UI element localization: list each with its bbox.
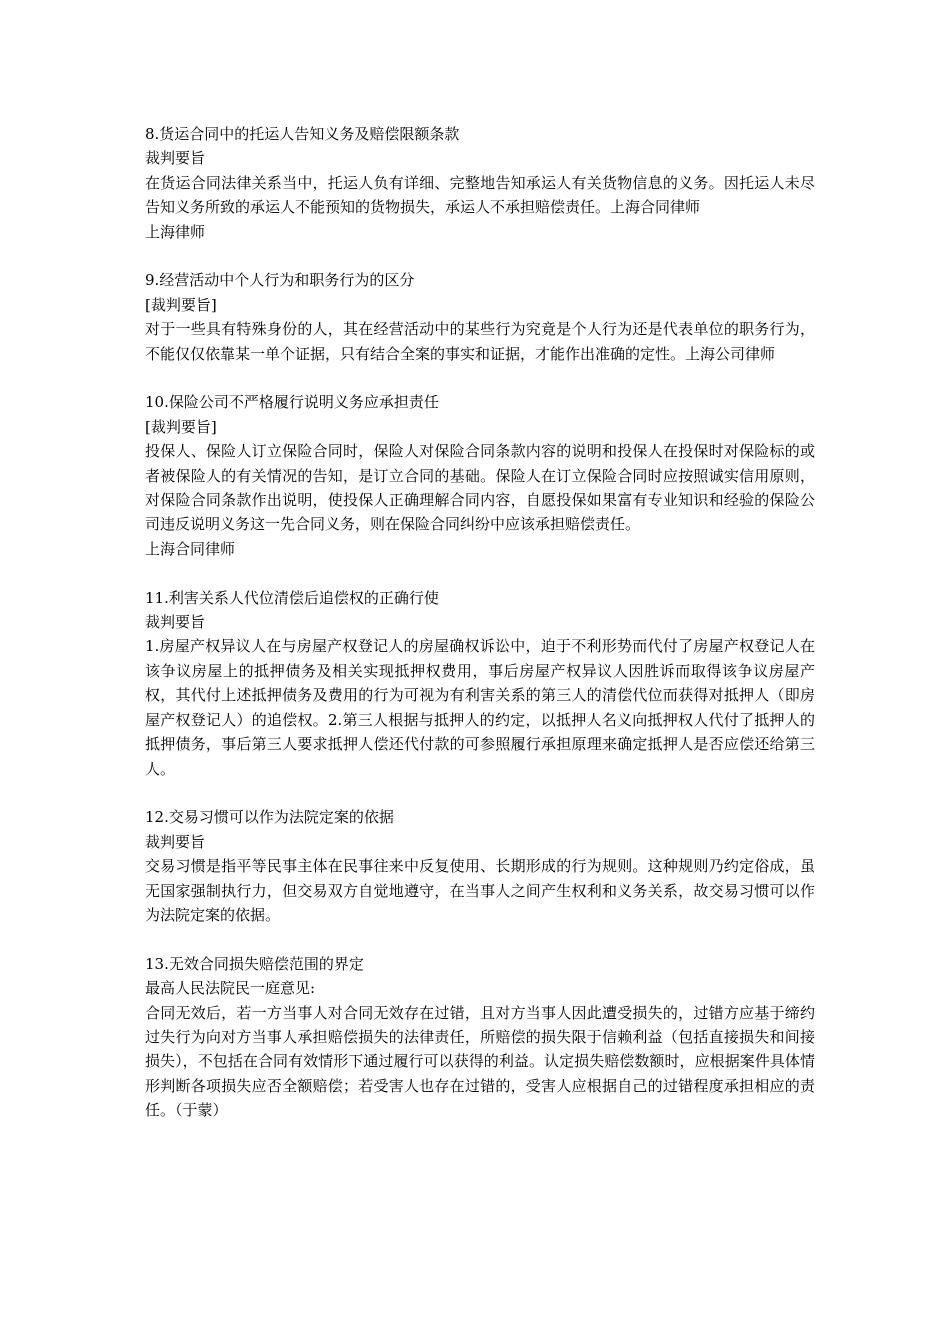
document-page <box>145 122 815 1147</box>
section-10 <box>145 390 815 561</box>
section-title: 10.保险公司不严格履行说明义务应承担责任 <box>145 393 439 412</box>
section-body: 对于一些具有特殊身份的人，其在经营活动中的某些行为究竟是个人行为还是代表单位的职务行为，不能仅仅依靠某一单个证据，只有结合全案的事实和证据，才能作出准确的定性。上海公司律师 <box>145 320 815 363</box>
section-body: 1.房屋产权异议人在与房屋产权登记人的房屋确权诉讼中，迫于不利形势而代付了房屋产权登记人在该争议房屋上的抵押债务及相关实现抵押权费用，事后房屋产权异议人因胜诉而取得该争议房屋产权，其代付上述抵押债务及费用的行为可视为有利害关系的第三人的清偿代位而获得对抵押人（即房屋产权登记人）的追偿权。2.第三人根据与抵押人的约定，以抵押人名义向抵押权人代付了抵押人的抵押债务，事后第三人要求抵押人偿还代付款的可参照履行承担原理来确定抵押人是否应偿还给第三人。 <box>145 637 815 778</box>
section-title: 12.交易习惯可以作为法院定案的依据 <box>145 808 394 827</box>
section-subtitle: [裁判要旨] <box>145 417 217 436</box>
section-subtitle: [裁判要旨] <box>145 295 217 314</box>
section-subtitle: 裁判要旨 <box>145 832 206 851</box>
section-body: 交易习惯是指平等民事主体在民事往来中反复使用、长期形成的行为规则。这种规则乃约定俗成，虽无国家强制执行力，但交易双方自觉地遵守，在当事人之间产生权利和义务关系，故交易习惯可以作为法院定案的依据。 <box>145 857 815 924</box>
section-12 <box>145 805 815 927</box>
section-subtitle: 最高人民法院民一庭意见: <box>145 979 316 998</box>
section-subtitle: 裁判要旨 <box>145 613 206 632</box>
section-subtitle: 裁判要旨 <box>145 149 206 168</box>
section-footer: 上海律师 <box>145 222 206 241</box>
section-body: 投保人、保险人订立保险合同时，保险人对保险合同条款内容的说明和投保人在投保时对保险标的或者被保险人的有关情况的告知，是订立合同的基础。保险人在订立保险合同时应按照诚实信用原则，对保险合同条款作出说明，使投保人正确理解合同内容，自愿投保如果富有专业知识和经验的保险公司违反说明义务这一先合同义务，则在保险合同纠纷中应该承担赔偿责任。 <box>145 442 815 534</box>
section-body: 在货运合同法律关系当中，托运人负有详细、完整地告知承运人有关货物信息的义务。因托运人未尽告知义务所致的承运人不能预知的货物损失，承运人不承担赔偿责任。上海合同律师 <box>145 173 815 217</box>
section-body: 合同无效后，若一方当事人对合同无效存在过错，且对方当事人因此遭受损失的，过错方应基于缔约过失行为向对方当事人承担赔偿损失的法律责任，所赔偿的损失限于信赖利益（包括直接损失和间接损失），不包括在合同有效情形下通过履行可以获得的利益。认定损失赔偿数额时，应根据案件具体情形判断各项损失应否全额赔偿；若受害人也存在过错的，受害人应根据自己的过错程度承担相应的责任。（于蒙） <box>145 1003 815 1120</box>
section-title: 9.经营活动中个人行为和职务行为的区分 <box>145 271 415 290</box>
section-title: 8.货运合同中的托运人告知义务及赔偿限额条款 <box>145 125 460 143</box>
section-8 <box>145 122 815 244</box>
section-footer: 上海合同律师 <box>145 539 236 558</box>
section-11 <box>145 586 815 781</box>
section-title: 11.利害关系人代位清偿后追偿权的正确行使 <box>145 588 439 607</box>
section-9 <box>145 268 815 366</box>
section-title: 13.无效合同损失赔偿范围的界定 <box>145 954 364 973</box>
section-13 <box>145 952 815 1123</box>
